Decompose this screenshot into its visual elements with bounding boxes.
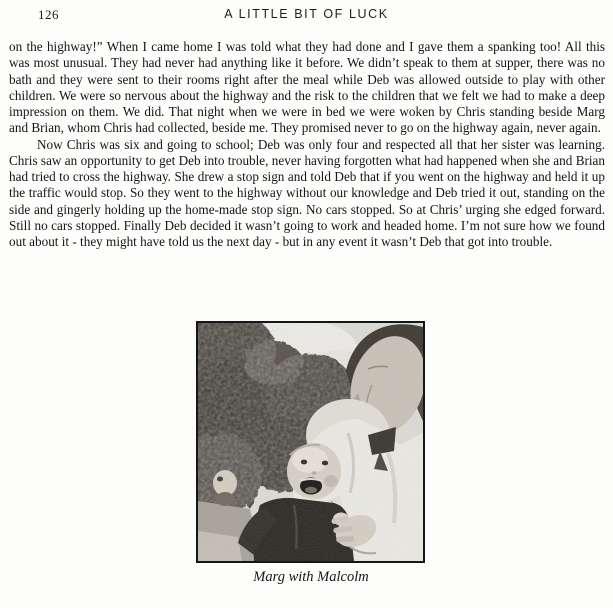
body-text [9,39,605,250]
photo-figure [196,321,425,563]
photo-caption: Marg with Malcolm [253,569,369,585]
paragraph-2: Now Chris was six and going to school; Deb was only four and respected all that her sister was learning. Chris saw an opportunity to get Deb into trouble, never having forgotten what had happened when she and Brian had tried to cross the highway. She drew a stop sign and told Deb that if you went on the highway and held it up the traffic would stop. So they went to the highway without our knowledge and Deb tried it out, standing on the side and gingerly holding up the home-made stop sign. No cars stopped. So at Chris’ urging she edged forward. Still no cars stopped. Finally Deb decided it wasn’t going to work and headed home. I’m not sure how we found out about it - they might have told us the next day - but in any event it wasn’t Deb that got into trouble. [9,136,605,249]
page-number: 126 [38,7,59,22]
paragraph-1: on the highway!” When I came home I was told what they had done and I gave them a spanking too! All this was most unusual. They had never had anything like it before. We didn’t speak to them at supper, there was no bath and they were sent to their rooms right after the meal while Deb was allowed outside to play with other children. We were so nervous about the highway and the risk to the children that we felt we had to make a deep impression on them. We did. That night when we were in bed we were woken by Chris standing beside Marg and Brian, whom Chris had collected, beside me. They promised never to go on the highway again, never again. [9,39,605,136]
photo-illustration [198,323,423,561]
running-header: A LITTLE BIT OF LUCK [224,7,389,21]
photo-marg-with-malcolm [196,321,425,563]
